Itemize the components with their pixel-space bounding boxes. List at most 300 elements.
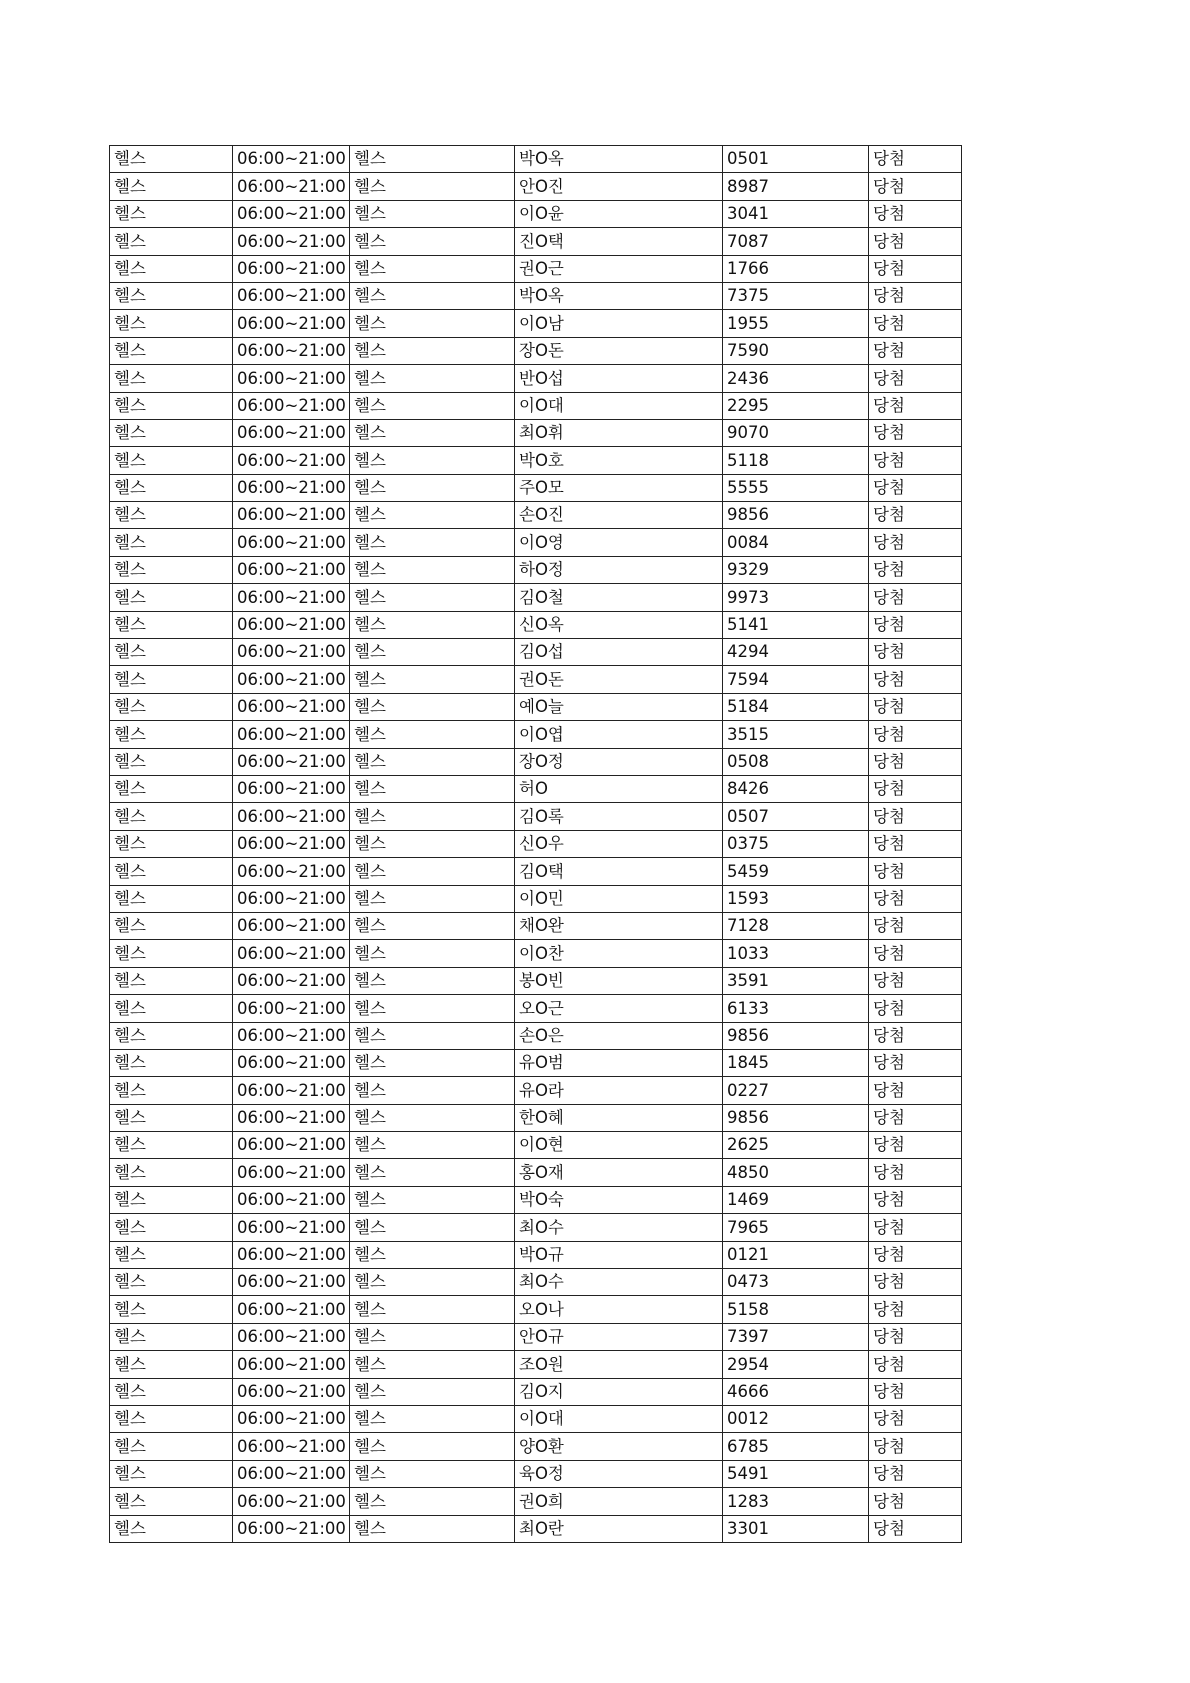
result-cell: 당첨 — [869, 173, 962, 200]
category-cell: 헬스 — [350, 1323, 515, 1350]
category-cell: 헬스 — [350, 885, 515, 912]
program-cell: 헬스 — [110, 748, 233, 775]
category-cell: 헬스 — [350, 1159, 515, 1186]
phone-suffix-cell: 5184 — [723, 693, 869, 720]
phone-suffix-cell: 7087 — [723, 228, 869, 255]
table-row — [110, 611, 962, 638]
result-cell: 당첨 — [869, 337, 962, 364]
program-cell: 헬스 — [110, 912, 233, 939]
phone-suffix-cell: 0121 — [723, 1241, 869, 1268]
program-cell: 헬스 — [110, 337, 233, 364]
name-cell: 이O대 — [515, 1405, 723, 1432]
name-cell: 박O규 — [515, 1241, 723, 1268]
table-row — [110, 282, 962, 309]
name-cell: 권O근 — [515, 255, 723, 282]
time-cell: 06:00~21:00 — [233, 1405, 350, 1432]
phone-suffix-cell: 6133 — [723, 995, 869, 1022]
result-cell: 당첨 — [869, 1323, 962, 1350]
phone-suffix-cell: 8987 — [723, 173, 869, 200]
program-cell: 헬스 — [110, 858, 233, 885]
result-cell: 당첨 — [869, 1132, 962, 1159]
phone-suffix-cell: 0375 — [723, 830, 869, 857]
result-cell: 당첨 — [869, 1269, 962, 1296]
table-row — [110, 173, 962, 200]
category-cell: 헬스 — [350, 310, 515, 337]
name-cell: 신O우 — [515, 830, 723, 857]
time-cell: 06:00~21:00 — [233, 1296, 350, 1323]
name-cell: 이O엽 — [515, 721, 723, 748]
category-cell: 헬스 — [350, 1186, 515, 1213]
time-cell: 06:00~21:00 — [233, 1433, 350, 1460]
phone-suffix-cell: 0084 — [723, 529, 869, 556]
result-cell: 당첨 — [869, 365, 962, 392]
time-cell: 06:00~21:00 — [233, 1186, 350, 1213]
name-cell: 예O늘 — [515, 693, 723, 720]
result-cell: 당첨 — [869, 1296, 962, 1323]
table-row — [110, 1049, 962, 1076]
phone-suffix-cell: 0507 — [723, 803, 869, 830]
category-cell: 헬스 — [350, 1269, 515, 1296]
phone-suffix-cell: 0227 — [723, 1077, 869, 1104]
result-cell: 당첨 — [869, 1241, 962, 1268]
time-cell: 06:00~21:00 — [233, 830, 350, 857]
result-cell: 당첨 — [869, 1460, 962, 1487]
program-cell: 헬스 — [110, 803, 233, 830]
category-cell: 헬스 — [350, 556, 515, 583]
phone-suffix-cell: 1033 — [723, 940, 869, 967]
table-row — [110, 1159, 962, 1186]
time-cell: 06:00~21:00 — [233, 1049, 350, 1076]
program-cell: 헬스 — [110, 1323, 233, 1350]
category-cell: 헬스 — [350, 1378, 515, 1405]
program-cell: 헬스 — [110, 173, 233, 200]
phone-suffix-cell: 9856 — [723, 502, 869, 529]
table-row — [110, 693, 962, 720]
result-cell: 당첨 — [869, 310, 962, 337]
name-cell: 장O정 — [515, 748, 723, 775]
category-cell: 헬스 — [350, 1049, 515, 1076]
program-cell: 헬스 — [110, 474, 233, 501]
result-cell: 당첨 — [869, 830, 962, 857]
result-cell: 당첨 — [869, 584, 962, 611]
category-cell: 헬스 — [350, 940, 515, 967]
phone-suffix-cell: 1766 — [723, 255, 869, 282]
time-cell: 06:00~21:00 — [233, 1488, 350, 1515]
table-row — [110, 940, 962, 967]
category-cell: 헬스 — [350, 666, 515, 693]
program-cell: 헬스 — [110, 693, 233, 720]
program-cell: 헬스 — [110, 392, 233, 419]
table-row — [110, 1433, 962, 1460]
result-cell: 당첨 — [869, 666, 962, 693]
name-cell: 안O진 — [515, 173, 723, 200]
phone-suffix-cell: 2436 — [723, 365, 869, 392]
category-cell: 헬스 — [350, 1214, 515, 1241]
table-row — [110, 310, 962, 337]
name-cell: 이O남 — [515, 310, 723, 337]
name-cell: 육O정 — [515, 1460, 723, 1487]
category-cell: 헬스 — [350, 173, 515, 200]
table-row — [110, 1488, 962, 1515]
name-cell: 유O라 — [515, 1077, 723, 1104]
phone-suffix-cell: 6785 — [723, 1433, 869, 1460]
category-cell: 헬스 — [350, 1077, 515, 1104]
result-cell: 당첨 — [869, 1351, 962, 1378]
name-cell: 김O철 — [515, 584, 723, 611]
name-cell: 장O돈 — [515, 337, 723, 364]
time-cell: 06:00~21:00 — [233, 1269, 350, 1296]
category-cell: 헬스 — [350, 1515, 515, 1542]
name-cell: 진O택 — [515, 228, 723, 255]
table-row — [110, 1296, 962, 1323]
result-cell: 당첨 — [869, 556, 962, 583]
table-row — [110, 748, 962, 775]
result-cell: 당첨 — [869, 940, 962, 967]
time-cell: 06:00~21:00 — [233, 1104, 350, 1131]
name-cell: 오O나 — [515, 1296, 723, 1323]
result-cell: 당첨 — [869, 1515, 962, 1542]
result-cell: 당첨 — [869, 1049, 962, 1076]
name-cell: 이O윤 — [515, 200, 723, 227]
time-cell: 06:00~21:00 — [233, 556, 350, 583]
time-cell: 06:00~21:00 — [233, 529, 350, 556]
table-row — [110, 995, 962, 1022]
result-cell: 당첨 — [869, 775, 962, 802]
category-cell: 헬스 — [350, 200, 515, 227]
program-cell: 헬스 — [110, 830, 233, 857]
name-cell: 손O진 — [515, 502, 723, 529]
category-cell: 헬스 — [350, 1405, 515, 1432]
time-cell: 06:00~21:00 — [233, 775, 350, 802]
program-cell: 헬스 — [110, 1296, 233, 1323]
program-cell: 헬스 — [110, 584, 233, 611]
table-row — [110, 200, 962, 227]
time-cell: 06:00~21:00 — [233, 912, 350, 939]
name-cell: 박O호 — [515, 447, 723, 474]
category-cell: 헬스 — [350, 1241, 515, 1268]
category-cell: 헬스 — [350, 282, 515, 309]
phone-suffix-cell: 5158 — [723, 1296, 869, 1323]
program-cell: 헬스 — [110, 721, 233, 748]
program-cell: 헬스 — [110, 1405, 233, 1432]
program-cell: 헬스 — [110, 611, 233, 638]
table-row — [110, 1132, 962, 1159]
program-cell: 헬스 — [110, 666, 233, 693]
table-row — [110, 228, 962, 255]
table-row — [110, 858, 962, 885]
time-cell: 06:00~21:00 — [233, 255, 350, 282]
result-cell: 당첨 — [869, 748, 962, 775]
phone-suffix-cell: 9856 — [723, 1022, 869, 1049]
table-row — [110, 1405, 962, 1432]
time-cell: 06:00~21:00 — [233, 1132, 350, 1159]
phone-suffix-cell: 4850 — [723, 1159, 869, 1186]
table-row — [110, 639, 962, 666]
category-cell: 헬스 — [350, 447, 515, 474]
program-cell: 헬스 — [110, 1077, 233, 1104]
time-cell: 06:00~21:00 — [233, 639, 350, 666]
name-cell: 이O현 — [515, 1132, 723, 1159]
time-cell: 06:00~21:00 — [233, 1460, 350, 1487]
phone-suffix-cell: 5141 — [723, 611, 869, 638]
table-row — [110, 1323, 962, 1350]
phone-suffix-cell: 5459 — [723, 858, 869, 885]
name-cell: 허O — [515, 775, 723, 802]
result-cell: 당첨 — [869, 693, 962, 720]
result-cell: 당첨 — [869, 255, 962, 282]
time-cell: 06:00~21:00 — [233, 365, 350, 392]
phone-suffix-cell: 1955 — [723, 310, 869, 337]
phone-suffix-cell: 0508 — [723, 748, 869, 775]
phone-suffix-cell: 4294 — [723, 639, 869, 666]
phone-suffix-cell: 3591 — [723, 967, 869, 994]
result-cell: 당첨 — [869, 1433, 962, 1460]
program-cell: 헬스 — [110, 447, 233, 474]
result-cell: 당첨 — [869, 502, 962, 529]
program-cell: 헬스 — [110, 1433, 233, 1460]
result-cell: 당첨 — [869, 474, 962, 501]
table-row — [110, 1022, 962, 1049]
category-cell: 헬스 — [350, 721, 515, 748]
result-cell: 당첨 — [869, 995, 962, 1022]
time-cell: 06:00~21:00 — [233, 1022, 350, 1049]
phone-suffix-cell: 4666 — [723, 1378, 869, 1405]
time-cell: 06:00~21:00 — [233, 1077, 350, 1104]
phone-suffix-cell: 7594 — [723, 666, 869, 693]
table-row — [110, 584, 962, 611]
table-row — [110, 419, 962, 446]
result-cell: 당첨 — [869, 1214, 962, 1241]
table-row — [110, 474, 962, 501]
time-cell: 06:00~21:00 — [233, 748, 350, 775]
name-cell: 유O범 — [515, 1049, 723, 1076]
category-cell: 헬스 — [350, 365, 515, 392]
table-row — [110, 1351, 962, 1378]
name-cell: 최O란 — [515, 1515, 723, 1542]
name-cell: 김O택 — [515, 858, 723, 885]
time-cell: 06:00~21:00 — [233, 967, 350, 994]
table-row — [110, 1241, 962, 1268]
program-cell: 헬스 — [110, 995, 233, 1022]
program-cell: 헬스 — [110, 419, 233, 446]
time-cell: 06:00~21:00 — [233, 282, 350, 309]
category-cell: 헬스 — [350, 337, 515, 364]
time-cell: 06:00~21:00 — [233, 392, 350, 419]
category-cell: 헬스 — [350, 228, 515, 255]
table-row — [110, 1077, 962, 1104]
result-cell: 당첨 — [869, 1378, 962, 1405]
table-row — [110, 1460, 962, 1487]
program-cell: 헬스 — [110, 1214, 233, 1241]
table-row — [110, 885, 962, 912]
phone-suffix-cell: 2625 — [723, 1132, 869, 1159]
phone-suffix-cell: 9070 — [723, 419, 869, 446]
phone-suffix-cell: 9856 — [723, 1104, 869, 1131]
time-cell: 06:00~21:00 — [233, 666, 350, 693]
result-cell: 당첨 — [869, 1159, 962, 1186]
phone-suffix-cell: 7375 — [723, 282, 869, 309]
result-cell: 당첨 — [869, 803, 962, 830]
category-cell: 헬스 — [350, 639, 515, 666]
program-cell: 헬스 — [110, 940, 233, 967]
result-cell: 당첨 — [869, 419, 962, 446]
table-row — [110, 1214, 962, 1241]
name-cell: 박O옥 — [515, 146, 723, 173]
category-cell: 헬스 — [350, 419, 515, 446]
name-cell: 조O원 — [515, 1351, 723, 1378]
category-cell: 헬스 — [350, 474, 515, 501]
category-cell: 헬스 — [350, 1132, 515, 1159]
name-cell: 이O찬 — [515, 940, 723, 967]
result-cell: 당첨 — [869, 1022, 962, 1049]
time-cell: 06:00~21:00 — [233, 146, 350, 173]
phone-suffix-cell: 3301 — [723, 1515, 869, 1542]
program-cell: 헬스 — [110, 1378, 233, 1405]
table-row — [110, 1378, 962, 1405]
program-cell: 헬스 — [110, 282, 233, 309]
program-cell: 헬스 — [110, 228, 233, 255]
name-cell: 채O완 — [515, 912, 723, 939]
time-cell: 06:00~21:00 — [233, 310, 350, 337]
time-cell: 06:00~21:00 — [233, 1515, 350, 1542]
time-cell: 06:00~21:00 — [233, 1323, 350, 1350]
phone-suffix-cell: 5118 — [723, 447, 869, 474]
result-cell: 당첨 — [869, 858, 962, 885]
name-cell: 최O휘 — [515, 419, 723, 446]
result-cell: 당첨 — [869, 967, 962, 994]
time-cell: 06:00~21:00 — [233, 803, 350, 830]
table-row — [110, 830, 962, 857]
category-cell: 헬스 — [350, 1022, 515, 1049]
program-cell: 헬스 — [110, 529, 233, 556]
name-cell: 김O지 — [515, 1378, 723, 1405]
program-cell: 헬스 — [110, 502, 233, 529]
time-cell: 06:00~21:00 — [233, 474, 350, 501]
result-cell: 당첨 — [869, 228, 962, 255]
program-cell: 헬스 — [110, 967, 233, 994]
phone-suffix-cell: 3515 — [723, 721, 869, 748]
program-cell: 헬스 — [110, 1049, 233, 1076]
program-cell: 헬스 — [110, 1159, 233, 1186]
phone-suffix-cell: 1593 — [723, 885, 869, 912]
phone-suffix-cell: 7965 — [723, 1214, 869, 1241]
result-cell: 당첨 — [869, 1488, 962, 1515]
category-cell: 헬스 — [350, 584, 515, 611]
result-cell: 당첨 — [869, 447, 962, 474]
category-cell: 헬스 — [350, 775, 515, 802]
phone-suffix-cell: 0473 — [723, 1269, 869, 1296]
program-cell: 헬스 — [110, 1488, 233, 1515]
time-cell: 06:00~21:00 — [233, 1241, 350, 1268]
name-cell: 안O규 — [515, 1323, 723, 1350]
phone-suffix-cell: 5491 — [723, 1460, 869, 1487]
category-cell: 헬스 — [350, 858, 515, 885]
time-cell: 06:00~21:00 — [233, 228, 350, 255]
phone-suffix-cell: 8426 — [723, 775, 869, 802]
category-cell: 헬스 — [350, 830, 515, 857]
name-cell: 봉O빈 — [515, 967, 723, 994]
program-cell: 헬스 — [110, 1186, 233, 1213]
program-cell: 헬스 — [110, 1269, 233, 1296]
result-cell: 당첨 — [869, 1186, 962, 1213]
result-cell: 당첨 — [869, 529, 962, 556]
table-row — [110, 337, 962, 364]
table-row — [110, 967, 962, 994]
category-cell: 헬스 — [350, 693, 515, 720]
table-row — [110, 1104, 962, 1131]
name-cell: 반O섭 — [515, 365, 723, 392]
category-cell: 헬스 — [350, 1433, 515, 1460]
result-cell: 당첨 — [869, 639, 962, 666]
category-cell: 헬스 — [350, 392, 515, 419]
name-cell: 최O수 — [515, 1214, 723, 1241]
name-cell: 김O록 — [515, 803, 723, 830]
program-cell: 헬스 — [110, 1460, 233, 1487]
program-cell: 헬스 — [110, 365, 233, 392]
table-row — [110, 392, 962, 419]
table-row — [110, 1186, 962, 1213]
name-cell: 손O은 — [515, 1022, 723, 1049]
result-cell: 당첨 — [869, 146, 962, 173]
table-row — [110, 146, 962, 173]
category-cell: 헬스 — [350, 1488, 515, 1515]
time-cell: 06:00~21:00 — [233, 995, 350, 1022]
phone-suffix-cell: 2954 — [723, 1351, 869, 1378]
name-cell: 주O모 — [515, 474, 723, 501]
program-cell: 헬스 — [110, 639, 233, 666]
name-cell: 박O옥 — [515, 282, 723, 309]
result-cell: 당첨 — [869, 1405, 962, 1432]
time-cell: 06:00~21:00 — [233, 584, 350, 611]
result-cell: 당첨 — [869, 1077, 962, 1104]
name-cell: 이O영 — [515, 529, 723, 556]
result-cell: 당첨 — [869, 885, 962, 912]
time-cell: 06:00~21:00 — [233, 611, 350, 638]
category-cell: 헬스 — [350, 611, 515, 638]
lottery-result-table — [109, 145, 962, 1543]
result-cell: 당첨 — [869, 392, 962, 419]
category-cell: 헬스 — [350, 1104, 515, 1131]
category-cell: 헬스 — [350, 502, 515, 529]
time-cell: 06:00~21:00 — [233, 502, 350, 529]
phone-suffix-cell: 5555 — [723, 474, 869, 501]
time-cell: 06:00~21:00 — [233, 858, 350, 885]
phone-suffix-cell: 0012 — [723, 1405, 869, 1432]
time-cell: 06:00~21:00 — [233, 200, 350, 227]
category-cell: 헬스 — [350, 995, 515, 1022]
phone-suffix-cell: 9973 — [723, 584, 869, 611]
time-cell: 06:00~21:00 — [233, 1378, 350, 1405]
table-row — [110, 1515, 962, 1542]
name-cell: 하O정 — [515, 556, 723, 583]
program-cell: 헬스 — [110, 255, 233, 282]
result-cell: 당첨 — [869, 912, 962, 939]
program-cell: 헬스 — [110, 775, 233, 802]
name-cell: 홍O재 — [515, 1159, 723, 1186]
time-cell: 06:00~21:00 — [233, 1214, 350, 1241]
table-row — [110, 721, 962, 748]
phone-suffix-cell: 7128 — [723, 912, 869, 939]
category-cell: 헬스 — [350, 912, 515, 939]
program-cell: 헬스 — [110, 1351, 233, 1378]
result-cell: 당첨 — [869, 1104, 962, 1131]
program-cell: 헬스 — [110, 200, 233, 227]
category-cell: 헬스 — [350, 1351, 515, 1378]
program-cell: 헬스 — [110, 1132, 233, 1159]
result-cell: 당첨 — [869, 282, 962, 309]
phone-suffix-cell: 1845 — [723, 1049, 869, 1076]
time-cell: 06:00~21:00 — [233, 693, 350, 720]
